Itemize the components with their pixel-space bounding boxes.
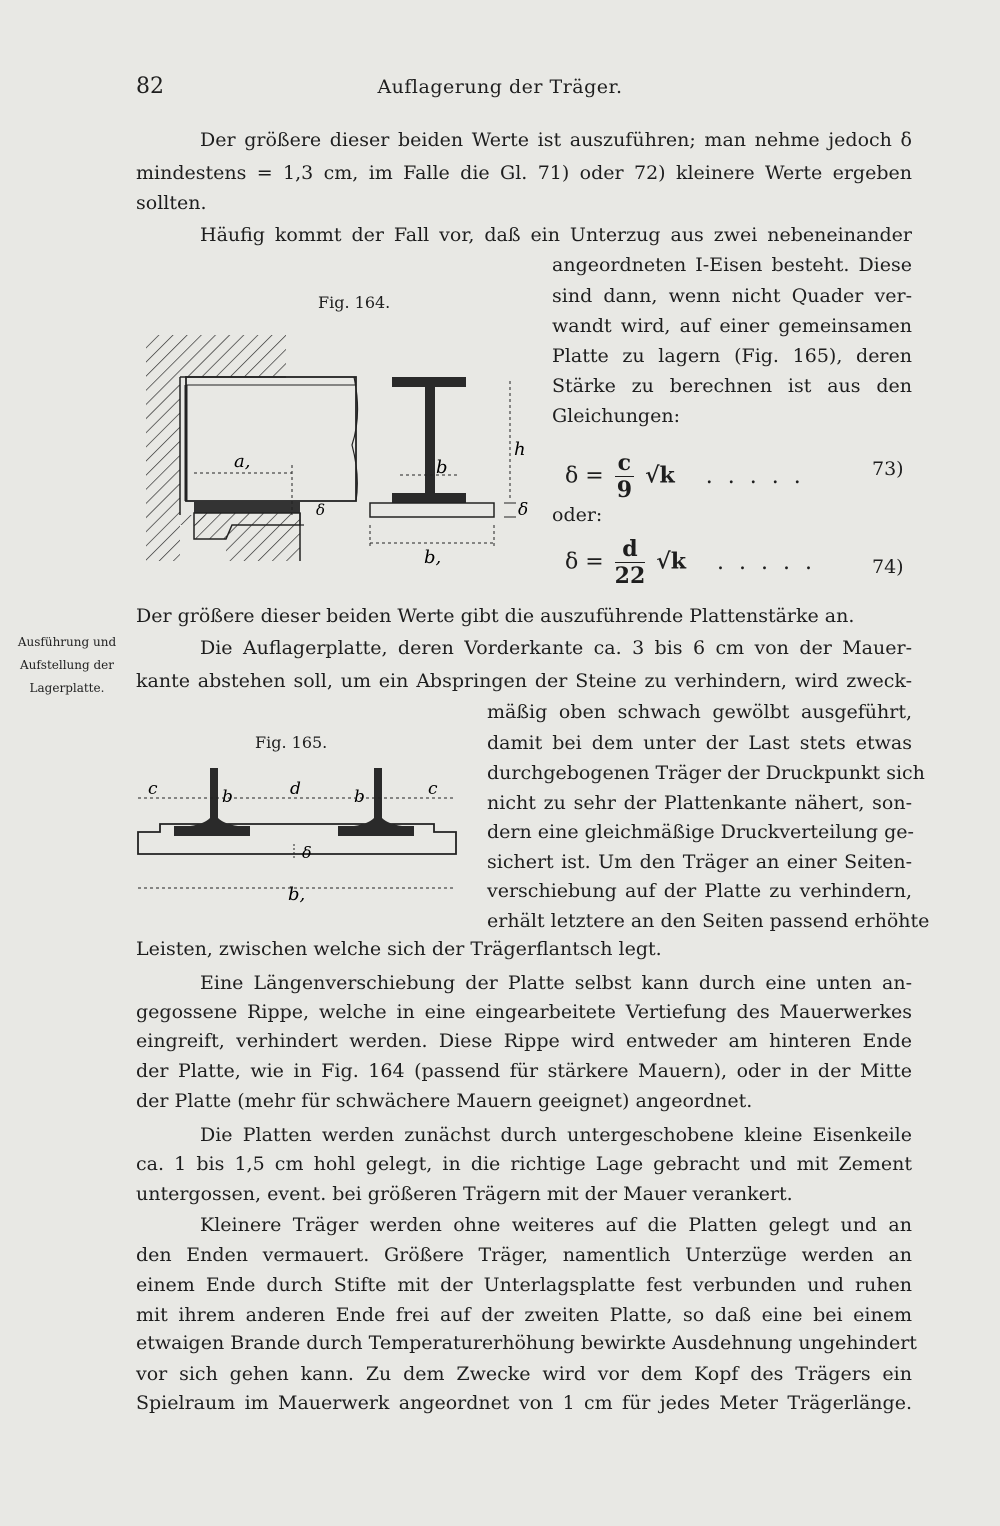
label-b2: b [354, 787, 365, 807]
text-line: oder: [552, 504, 603, 526]
eq74-root: √k [656, 548, 686, 575]
text-line: Der größere dieser beiden Werte ist auszuführen; man nehme jedoch δ [200, 129, 912, 151]
eq74-dots: . . . . . [717, 549, 816, 575]
text-line: dern eine gleichmäßige Druckverteilung ge- [487, 821, 914, 843]
page-number: 82 [136, 74, 164, 99]
text-line: mit ihrem anderen Ende frei auf der zweiten Platte, so daß eine bei einem [136, 1304, 912, 1326]
eq74-lhs: δ = [565, 549, 604, 575]
sidenote-line: Lagerplatte. [29, 681, 105, 695]
eq73-dots: . . . . . [705, 463, 805, 489]
label-delta2: δ [518, 500, 529, 520]
text-line: Platte zu lagern (Fig. 165), deren [552, 345, 912, 367]
eq74-num: d [615, 536, 646, 563]
text-line: sichert ist. Um den Träger an einer Seiten- [487, 851, 912, 873]
text-line: Der größere dieser beiden Werte gibt die auszuführende Plattenstärke an. [136, 605, 855, 627]
text-line: Kleinere Träger werden ohne weiteres auf die Platten gelegt und an [200, 1214, 912, 1236]
text-line: ca. 1 bis 1,5 cm hohl gelegt, in die richtige Lage gebracht und mit Zement [136, 1153, 912, 1175]
text-line: der Platte (mehr für schwächere Mauern geeignet) angeordnet. [136, 1090, 753, 1112]
text-line: angeordneten I-Eisen besteht. Diese [552, 254, 912, 276]
figure-165 [130, 760, 470, 910]
text-line: Leisten, zwischen welche sich der Trägerflantsch legt. [136, 938, 662, 960]
text-line: Eine Längenverschiebung der Platte selbst kann durch eine unten an- [200, 972, 912, 994]
text-line: eingreift, verhindert werden. Diese Rippe wird entweder am hinteren Ende [136, 1030, 912, 1052]
text-line: mäßig oben schwach gewölbt ausgeführt, [487, 701, 912, 723]
eq73-root: √k [645, 462, 675, 489]
text-line: Häufig kommt der Fall vor, daß ein Unterzug aus zwei nebeneinander [200, 224, 912, 246]
text-line: damit bei dem unter der Last stets etwas [487, 732, 912, 754]
label-b1: b [222, 787, 233, 807]
equation-73 [565, 450, 805, 503]
label-c1: c [148, 779, 158, 799]
figure-164 [136, 315, 536, 575]
label-a1: a, [234, 451, 251, 472]
text-line: untergossen, event. bei größeren Trägern mit der Mauer verankert. [136, 1183, 793, 1205]
figure-caption: Fig. 165. [255, 733, 328, 752]
text-line: kante abstehen soll, um ein Abspringen der Steine zu verhindern, wird zweck- [136, 670, 912, 692]
eq73-lhs: δ = [565, 463, 604, 489]
text-line: Die Auflagerplatte, deren Vorderkante ca. 3 bis 6 cm von der Mauer- [200, 637, 912, 659]
equation-74 [565, 536, 816, 589]
sidenote-line: Aufstellung der [19, 658, 115, 672]
text-line: verschiebung auf der Platte zu verhindern, [487, 880, 912, 902]
text-line: Die Platten werden zunächst durch untergeschobene kleine Eisenkeile [200, 1124, 912, 1146]
label-delta1: δ [316, 501, 326, 519]
text-line: der Platte, wie in Fig. 164 (passend für stärkere Mauern), oder in der Mitte [136, 1060, 912, 1082]
eq74-number: 74) [872, 556, 904, 578]
label-b: b [436, 457, 448, 478]
figure-caption: Fig. 164. [318, 293, 391, 312]
text-line: wandt wird, auf einer gemeinsamen [552, 315, 912, 337]
text-line: einem Ende durch Stifte mit der Unterlagsplatte fest verbunden und ruhen [136, 1274, 912, 1296]
label-delta: δ [302, 843, 312, 862]
text-line: nicht zu sehr der Plattenkante nähert, son- [487, 792, 912, 814]
label-d: d [290, 779, 301, 799]
text-line: sind dann, wenn nicht Quader ver- [552, 285, 912, 307]
label-c2: c [428, 779, 438, 799]
eq74-den: 22 [614, 563, 646, 589]
text-line: Gleichungen: [552, 405, 680, 427]
text-line: sollten. [136, 192, 207, 214]
label-b1: b, [424, 547, 442, 568]
text-line: erhält letztere an den Seiten passend erhöhte [487, 910, 930, 932]
running-title: Auflagerung der Träger. [377, 76, 623, 98]
label-h: h [514, 439, 526, 460]
text-line: Spielraum im Mauerwerk angeordnet von 1 cm für jedes Meter Trägerlänge. [136, 1392, 912, 1414]
eq73-number: 73) [872, 458, 904, 480]
text-line: gegossene Rippe, welche in eine eingearbeitete Vertiefung des Mauerwerkes [136, 1001, 912, 1023]
text-line: etwaigen Brande durch Temperaturerhöhung bewirkte Ausdehnung ungehindert [136, 1332, 917, 1354]
text-line: Stärke zu berechnen ist aus den [552, 375, 912, 397]
text-line: den Enden vermauert. Größere Träger, namentlich Unterzüge werden an [136, 1244, 912, 1266]
text-line: vor sich gehen kann. Zu dem Zwecke wird vor dem Kopf des Trägers ein [136, 1363, 912, 1385]
eq73-den: 9 [616, 477, 633, 503]
text-line: durchgebogenen Träger der Druckpunkt sich [487, 762, 925, 784]
sidenote-line: Ausführung und [17, 635, 117, 649]
label-bb: b, [288, 884, 306, 905]
text-line: mindestens = 1,3 cm, im Falle die Gl. 71) oder 72) kleinere Werte ergeben [136, 162, 912, 184]
eq73-num: c [615, 450, 634, 477]
